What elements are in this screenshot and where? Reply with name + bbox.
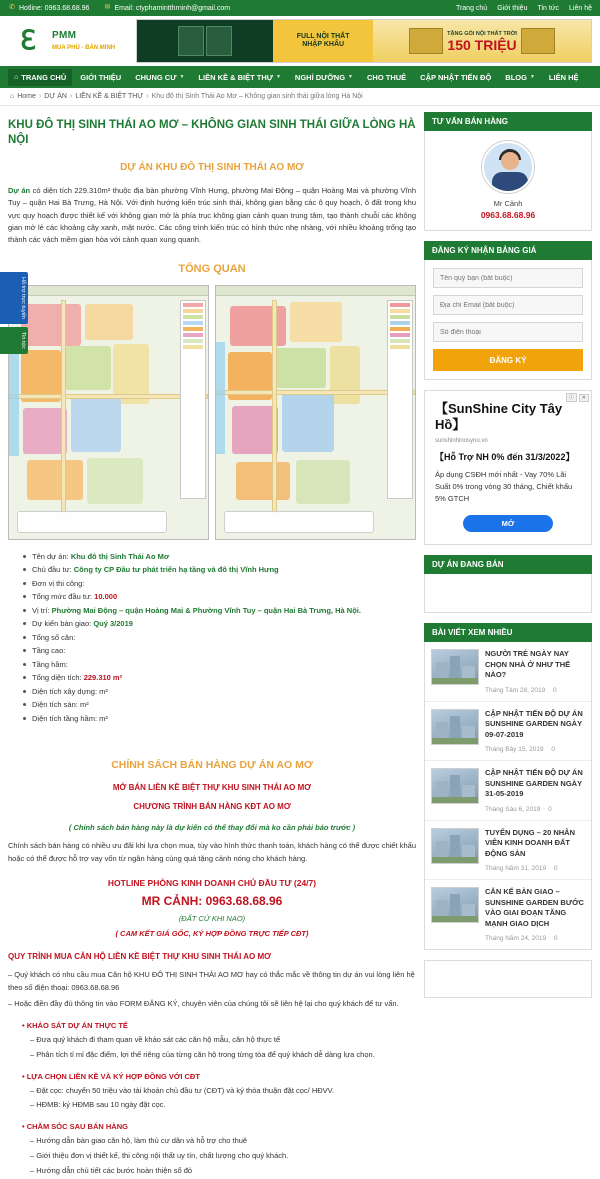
sidebar xyxy=(424,112,592,998)
spec-label: Dự kiến bàn giao: xyxy=(32,619,92,629)
step-3-line-2: – Giới thiệu đơn vị thiết kế, thi công nội thất uy tín, chất lượng cho quý khách. xyxy=(30,1150,289,1160)
post-thumbnail xyxy=(431,887,479,923)
name-field[interactable] xyxy=(433,268,583,288)
intro-paragraph xyxy=(8,185,416,247)
post-meta xyxy=(485,746,555,753)
banner-left-image xyxy=(137,20,273,62)
banner-photo-placeholder xyxy=(178,26,204,56)
banner-right-line2: 150 TRIỆU xyxy=(447,36,517,53)
agent-name: Mr Cảnh xyxy=(493,199,523,208)
map-legend xyxy=(180,300,206,499)
sidebar-ad[interactable] xyxy=(424,390,592,545)
breadcrumb-item-du-an[interactable]: DỰ ÁN xyxy=(44,93,67,100)
sidebar-consult-header: TƯ VẤN BÁN HÀNG xyxy=(424,112,592,131)
nav-item-cho-thue[interactable] xyxy=(361,69,412,86)
spec-value: m² xyxy=(99,686,108,696)
sidebar-consult-box xyxy=(424,131,592,231)
nav-item-chung-cu[interactable] xyxy=(129,69,190,86)
sidebar-form-header: ĐĂNG KÝ NHẬN BẢNG GIÁ xyxy=(424,241,592,260)
list-item xyxy=(32,712,416,726)
banner-right-text xyxy=(447,29,517,53)
ad-headline: 【Hỗ Trợ NH 0% đến 31/3/2022】 xyxy=(435,451,575,462)
banner-photo-placeholder xyxy=(206,26,232,56)
nav-item-cap-nhat-tien-do[interactable] xyxy=(414,69,497,86)
email-field[interactable] xyxy=(433,295,583,315)
email[interactable] xyxy=(103,4,230,12)
list-item xyxy=(32,617,416,631)
policy-subtitle-1: MỞ BÁN LIỀN KỀ BIỆT THỰ KHU SINH THÁI AO MƠ xyxy=(112,783,312,793)
spec-value: Công ty CP Đầu tư phát triển hạ tầng và đô thị Vĩnh Hưng xyxy=(73,565,279,575)
banner-left-inner xyxy=(178,26,232,56)
post-thumbnail xyxy=(431,768,479,804)
map-header-strip xyxy=(216,286,415,296)
policy-body: Chính sách bán hàng có nhiều ưu đãi khi lựa chọn mua, tùy vào hình thức thanh toán, khách hàng có thể được chiết khấu hoặc có thể được hỗ trợ vay vốn từ ngân hàng cùng quá tặng cảnh nóng cho khách hàng. xyxy=(8,841,416,863)
post-meta xyxy=(485,935,558,942)
sidebar-form-box xyxy=(424,260,592,380)
floating-side-tabs xyxy=(0,272,28,354)
top-bar xyxy=(0,0,600,16)
top-link-home[interactable]: Trang chủ xyxy=(455,4,488,12)
spec-label: Đơn vị thi công: xyxy=(32,578,85,588)
post-date: Tháng Năm 31, 2019 xyxy=(485,865,547,873)
list-item xyxy=(32,671,416,685)
nav-label: GIỚI THIỆU xyxy=(80,72,122,82)
spec-value: 10.000 xyxy=(94,592,118,602)
breadcrumb-item-lien-ke[interactable]: LIỀN KỀ & BIỆT THỰ xyxy=(75,93,144,100)
spec-value: Quý 3/2019 xyxy=(93,619,133,629)
sidebar-selling-header: DỰ ÁN ĐANG BÁN xyxy=(424,555,592,574)
list-item[interactable] xyxy=(425,880,591,949)
home-icon: ⌂ xyxy=(10,93,15,100)
process-line-1: – Quý khách có nhu cầu mua Căn hộ KHU ĐÔ THỊ SINH THÁI AO MƠ hay có thắc mắc về thông tin dự án vui lòng liên hệ theo số điện thoại: 0963.68.68.96 xyxy=(8,969,415,992)
spec-label: Tầng hầm: xyxy=(32,659,68,669)
sidebar-selling-box xyxy=(424,574,592,613)
agent-card xyxy=(425,131,591,230)
post-title: CĂN KẾ BÀN GIAO – SUNSHINE GARDEN BƯỚC VÀO GIAI ĐOẠN TĂNG MẠNH GIAO DỊCH xyxy=(485,887,584,928)
list-item[interactable] xyxy=(425,642,591,702)
spec-label: Tổng số căn: xyxy=(32,632,76,642)
phone-field[interactable] xyxy=(433,322,583,342)
list-item xyxy=(32,685,416,699)
page-wrap xyxy=(0,106,600,1179)
ad-title: 【SunShine City Tây Hồ】 xyxy=(435,401,563,433)
spec-label: Tên dự án: xyxy=(32,551,69,561)
spec-value: Khu đô thị Sinh Thái Ao Mơ xyxy=(70,551,170,561)
nav-label: TRANG CHỦ xyxy=(21,72,67,82)
policy-subtitle-2: CHƯƠNG TRÌNH BÁN HÀNG KĐT AO MƠ xyxy=(133,802,291,812)
chevron-down-icon: ▼ xyxy=(275,74,281,80)
breadcrumb xyxy=(0,88,600,106)
sidebar-popular-box xyxy=(424,642,592,950)
policy-disclaimer: ( Chính sách bán hàng này là dự kiến có thể thay đổi mà ko cần phải báo trước ) xyxy=(68,823,356,833)
main-content xyxy=(8,112,416,1179)
post-thumbnail xyxy=(431,649,479,685)
banner-right xyxy=(373,20,591,62)
list-item xyxy=(32,658,416,672)
list-item[interactable] xyxy=(425,821,591,881)
submit-button[interactable]: ĐĂNG KÝ xyxy=(433,349,583,371)
chevron-down-icon: ▼ xyxy=(348,74,353,80)
spec-label: Tổng mức đầu tư: xyxy=(32,592,93,602)
spec-value: Phường Mai Động – quận Hoàng Mai & Phường Vĩnh Tuy – quận Hai Bà Trưng, Hà Nội. xyxy=(51,605,361,615)
comment-count: 0 xyxy=(553,865,558,873)
step-3-heading: • CHĂM SÓC SAU BÁN HÀNG xyxy=(22,1122,128,1131)
spec-value: m² xyxy=(79,700,89,710)
comment-count: 0 xyxy=(553,686,557,694)
comment-count: 0 xyxy=(551,746,555,754)
nav-label: CHUNG CƯ xyxy=(135,72,177,82)
policy-note-1: (ĐẤT CỨ KHI NAO) xyxy=(178,913,246,923)
spec-label: Diện tích tầng hầm: xyxy=(32,713,98,723)
site-plan-image-1[interactable] xyxy=(8,285,209,540)
logo-mark-icon: ℇ xyxy=(20,26,36,55)
breadcrumb-separator: › xyxy=(38,93,42,100)
list-item xyxy=(32,590,416,604)
list-item xyxy=(32,644,416,658)
post-date: Tháng Tám 28, 2019 xyxy=(485,686,546,694)
avatar xyxy=(482,141,534,193)
post-body xyxy=(485,649,585,694)
page-title: KHU ĐÔ THỊ SINH THÁI AO MƠ – KHÔNG GIAN SINH THÁI GIỮA LÒNG HÀ NỘI xyxy=(8,119,416,146)
nav-item-trang-chu[interactable] xyxy=(8,69,72,86)
spec-label: Vị trí: xyxy=(32,605,50,615)
nav-label: CẬP NHẬT TIẾN ĐỘ xyxy=(420,72,492,82)
spec-label: Tổng diện tích: xyxy=(32,673,82,683)
top-bar-links xyxy=(456,5,592,12)
step-1-line-2: – Phân tích tỉ mỉ đặc điểm, lợi thế riêng của từng căn hộ trong từng tòa để quý khách dễ dàng lựa chọn. xyxy=(30,1049,375,1059)
banner-mid-line2: NHẬP KHẨU xyxy=(302,41,345,48)
post-thumbnail xyxy=(431,709,479,745)
process-line-2: – Hoặc điền đầy đủ thông tin vào FORM ĐĂNG KÝ, chuyên viên của chúng tôi sẽ liên hệ lại cho quý khách để tư vấn. xyxy=(8,999,399,1009)
map-header-strip xyxy=(9,286,208,296)
nav-item-nghi-duong[interactable] xyxy=(289,69,359,86)
float-tab-news[interactable]: Tin tức xyxy=(0,327,28,354)
breadcrumb-current: Khu đô thị Sinh Thái Ao Mơ – Không gian sinh thái giữa lòng Hà Nội xyxy=(151,93,363,100)
sidebar-selling-empty xyxy=(425,574,591,612)
spec-label: Diện tích sàn: xyxy=(32,700,78,710)
sales-policy-section xyxy=(8,759,416,938)
list-item xyxy=(32,563,416,577)
logo-line1: PMM xyxy=(52,30,77,42)
comment-count: 0 xyxy=(553,935,558,943)
nav-item-lien-he[interactable] xyxy=(543,69,585,86)
ad-url: sunshinhinosyno.vn xyxy=(435,437,488,444)
post-meta xyxy=(485,687,557,694)
nav-label: LIÊN HỆ xyxy=(548,72,579,82)
ad-body: Áp dụng CSĐH mới nhất - Vay 70% Lãi Suất 0% trong vòng 30 tháng, Chiết khấu 5% GTCH xyxy=(435,470,573,504)
agent-phone[interactable]: 0963.68.68.96 xyxy=(480,210,536,220)
main-nav xyxy=(0,66,600,88)
site-plan-images xyxy=(8,285,416,540)
post-title: CẬP NHẬT TIẾN ĐỘ DỰ ÁN SUNSHINE GARDEN NGÀY 31-05-2019 xyxy=(485,768,583,799)
nav-item-blog[interactable] xyxy=(499,69,541,86)
map-legend xyxy=(387,300,413,499)
ad-close-icon[interactable]: ✕ xyxy=(579,394,589,402)
step-2-heading: • LỰA CHỌN LIỀN KỀ VÀ KÝ HỢP ĐỒNG VỚI CĐT xyxy=(22,1071,200,1081)
top-bar-left xyxy=(8,4,230,12)
breadcrumb-home[interactable]: Home xyxy=(17,93,36,100)
spec-label: Tầng cao: xyxy=(32,646,66,656)
post-title: CẬP NHẬT TIẾN ĐỘ DỰ ÁN SUNSHINE GARDEN NGÀY 09-07-2019 xyxy=(485,708,583,739)
post-body xyxy=(485,709,585,754)
nav-item-gioi-thieu[interactable] xyxy=(74,69,127,86)
step-2-line-1: – Đặt cọc: chuyển 50 triệu vào tài khoản chủ đầu tư (CĐT) và ký thỏa thuận đặt cọc/ HĐVV. xyxy=(30,1085,335,1095)
process-title: QUY TRÌNH MUA CĂN HỘ LIỀN KỀ BIỆT THỰ KHU SINH THÁI AO MƠ xyxy=(8,951,271,961)
post-date: Tháng Năm 24, 2019 xyxy=(485,935,547,943)
step-1-line-1: – Đưa quý khách đi tham quan về khảo sát các căn hộ mẫu, căn hộ thực tế xyxy=(30,1035,281,1044)
section-overview-heading: TỔNG QUAN xyxy=(178,262,246,275)
list-item xyxy=(32,550,416,564)
step-3-line-3: – Hướng dẫn chủ tiết các bước hoàn thiện sổ đỏ xyxy=(30,1165,193,1175)
avatar-body xyxy=(492,172,528,193)
post-date: Tháng Bảy 15, 2019 xyxy=(485,746,544,754)
nav-label: LIỀN KỀ & BIỆT THỰ xyxy=(198,72,273,82)
nav-label: NGHỈ DƯỠNG xyxy=(294,72,346,82)
register-form xyxy=(425,260,591,379)
post-meta xyxy=(485,806,552,813)
email-label: Email: ctyphamintthrninh@gmail.com xyxy=(114,4,231,12)
project-spec-list xyxy=(8,550,416,726)
intro-bold: Dự án xyxy=(8,185,31,195)
float-tab-support[interactable]: Hỗ trợ trực tuyến xyxy=(0,272,28,324)
post-title: TUYỂN DỤNG – 20 NHÂN VIÊN KINH DOANH ĐẤT ĐỘNG SẢN xyxy=(485,827,576,858)
policy-hotline-label: HOTLINE PHÒNG KINH DOANH CHỦ ĐẦU TƯ (24/7) xyxy=(107,877,317,888)
ad-info-icon[interactable]: ⓘ xyxy=(566,393,577,402)
policy-note-2: ( CAM KẾT GIÁ GỐC, KÝ HỢP ĐỒNG TRỰC TIẾP CĐT) xyxy=(115,928,309,938)
policy-title: CHÍNH SÁCH BÁN HÀNG DỰ ÁN AO MƠ xyxy=(111,759,313,772)
step-2-line-2: – HĐMB: ký HĐMB sau 10 ngày đặt cọc. xyxy=(30,1100,166,1110)
hotline[interactable] xyxy=(8,4,89,12)
post-body xyxy=(485,768,585,813)
intro-text: có diện tích 229.310m² thuộc địa bàn phường Vĩnh Hưng, phường Mai Động – quận Hoàng Mai và phường Vĩnh Tuy – quận Hai Bà Trưng, Hà Nội. Với định hướng kiến trúc sinh thái, không gian bằng các ô quy hoạch, ô đất trong khu vực quy hoạch được thiết kế với không gian mở là phía trục không gian cảnh quan trung tâm, tạo thành chuỗi các không gian mở lẻ các khoảng cây xanh, mặt nước. Các công trình kiến trúc có hình thức nhẹ nhàng, với nhiều khoảng trống tạo thành các vách mềm gian hòa với cảnh quan xung quanh. xyxy=(8,185,416,245)
spec-label: Chủ đầu tư: xyxy=(32,565,72,575)
spec-value: 229.310 m² xyxy=(83,673,123,683)
site-header xyxy=(0,16,600,66)
breadcrumb-separator: › xyxy=(146,93,149,100)
banner-mid-line1: FULL NỘI THẤT xyxy=(296,32,350,40)
sidebar-bottom-placeholder xyxy=(424,960,592,998)
avatar-head xyxy=(501,152,519,170)
ad-badges xyxy=(566,393,589,402)
phone-icon: ✆ xyxy=(9,4,15,11)
hotline-label: Hotline: 0963.68.68.96 xyxy=(19,4,90,12)
post-body xyxy=(485,828,585,873)
breadcrumb-separator: › xyxy=(69,93,73,100)
home-icon: ⌂ xyxy=(14,73,19,81)
comment-count: 0 xyxy=(548,805,552,813)
site-logo[interactable] xyxy=(8,23,128,59)
list-item xyxy=(32,604,416,618)
project-subtitle: DỰ ÁN KHU ĐÔ THỊ SINH THÁI AO MƠ xyxy=(120,161,304,173)
post-body xyxy=(485,887,585,942)
post-date: Tháng Sáu 6, 2019 xyxy=(485,805,541,813)
ad-cta-button[interactable]: MỞ xyxy=(463,515,553,532)
step-1-heading: • KHẢO SÁT DỰ ÁN THỰC TẾ xyxy=(22,1021,128,1030)
banner-right-photo xyxy=(521,28,555,54)
top-link-contact[interactable]: Liên hệ xyxy=(569,4,592,12)
chevron-down-icon: ▼ xyxy=(529,74,535,80)
spec-value: m² xyxy=(99,713,108,723)
list-item xyxy=(32,577,416,591)
logo-text xyxy=(52,30,115,51)
nav-label: BLOG xyxy=(505,72,527,82)
nav-label: CHO THUÊ xyxy=(367,72,407,82)
spec-label: Diện tích xây dựng: xyxy=(32,686,98,696)
nav-item-lien-ke-biet-thu[interactable] xyxy=(192,69,287,86)
post-title: NGƯỜI TRẺ NGÀY NAY CHỌN NHÀ Ở NHƯ THẾ NÀO? xyxy=(485,649,571,680)
site-plan-image-2[interactable] xyxy=(215,285,416,540)
post-meta xyxy=(485,865,558,872)
logo-line2: MUA PHÚ - BÁN MINH xyxy=(52,44,116,51)
top-link-news[interactable]: Tin tức xyxy=(537,4,560,12)
post-thumbnail xyxy=(431,828,479,864)
banner-mid-text xyxy=(273,20,373,62)
list-item[interactable] xyxy=(425,702,591,762)
list-item xyxy=(32,631,416,645)
banner-right-line1: TẶNG GÓI NỘI THẤT TRỜI xyxy=(447,30,517,37)
sidebar-popular-header: BÀI VIẾT XEM NHIỀU xyxy=(424,623,592,642)
envelope-icon: ✉ xyxy=(104,4,111,11)
list-item xyxy=(32,698,416,712)
header-banner-ad[interactable] xyxy=(136,19,592,63)
step-3-line-1: – Hướng dẫn bàn giao căn hộ, làm thủ cư dân và hỗ trợ cho thuê xyxy=(30,1136,248,1145)
list-item[interactable] xyxy=(425,761,591,821)
banner-right-photo xyxy=(409,28,443,54)
top-link-about[interactable]: Giới thiệu xyxy=(497,4,528,12)
policy-hotline-number[interactable]: MR CẢNH: 0963.68.68.96 xyxy=(141,893,283,908)
chevron-down-icon: ▼ xyxy=(179,74,185,80)
